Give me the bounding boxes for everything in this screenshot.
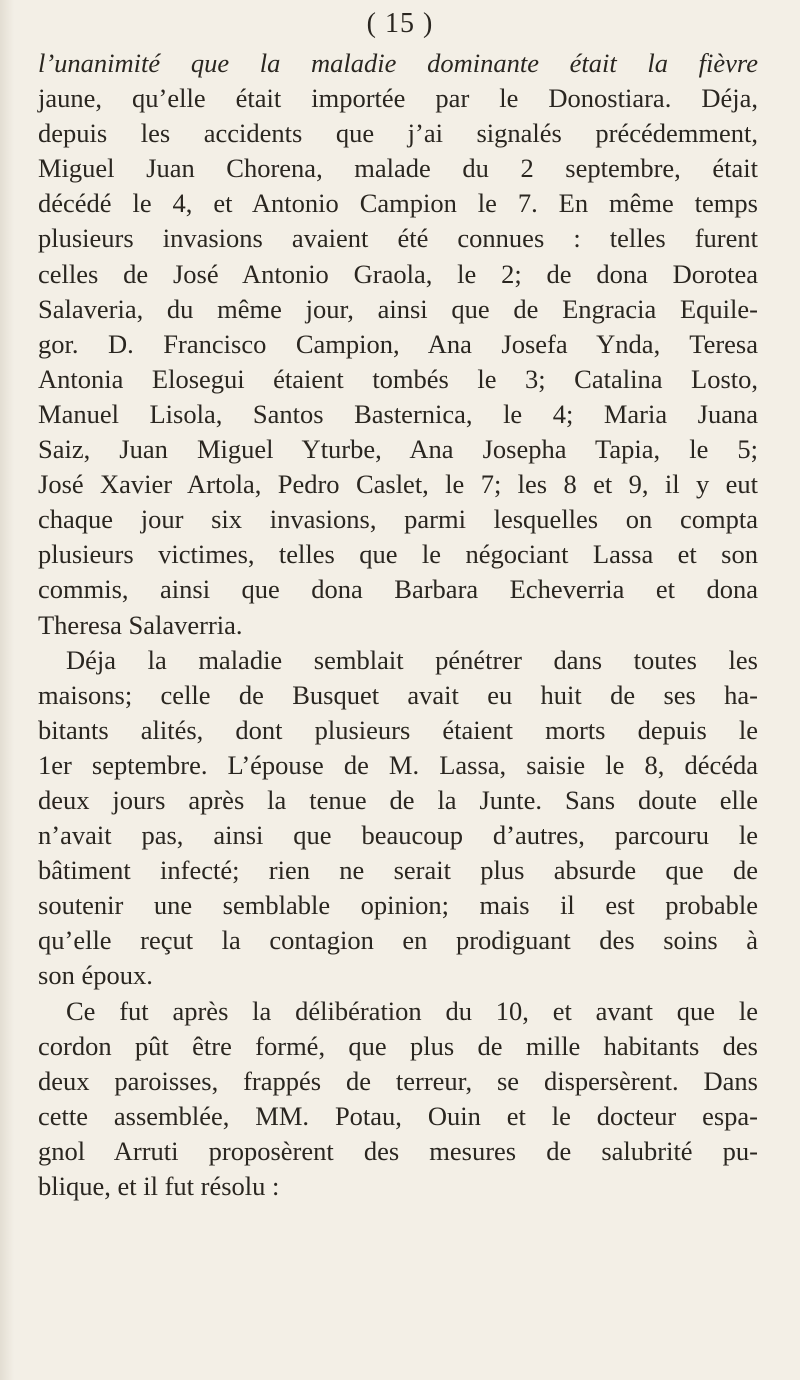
text-line: soutenir une semblable opinion; mais il est probable — [38, 890, 758, 921]
text-line: plusieurs victimes, telles que le négociant Lassa et son — [38, 539, 758, 570]
text-line: Theresa Salaverria. — [38, 609, 243, 640]
text-line: Déja la maladie semblait pénétrer dans toutes les — [66, 644, 758, 675]
text-line: José Xavier Artola, Pedro Caslet, le 7; les 8 et 9, il y eut — [38, 469, 758, 500]
text-line: bâtiment infecté; rien ne serait plus absurde que de — [38, 855, 758, 886]
text-line: 1er septembre. L’épouse de M. Lassa, saisie le 8, décéda — [38, 749, 758, 780]
text-line: commis, ainsi que dona Barbara Echeverria et dona — [38, 574, 758, 605]
text-line: qu’elle reçut la contagion en prodiguant des soins à — [38, 925, 758, 956]
text-line: Miguel Juan Chorena, malade du 2 septembre, était — [38, 153, 758, 184]
text-line: maisons; celle de Busquet avait eu huit de ses ha- — [38, 679, 758, 710]
text-line: son époux. — [38, 960, 153, 991]
page-edge-shadow — [0, 0, 14, 1380]
text-line: chaque jour six invasions, parmi lesquelles on compta — [38, 504, 758, 535]
text-line: blique, et il fut résolu : — [38, 1171, 280, 1201]
text-line: Manuel Lisola, Santos Basternica, le 4; Maria Juana — [38, 398, 758, 429]
text-line: Antonia Elosegui étaient tombés le 3; Catalina Losto, — [38, 363, 758, 394]
text-line: cordon pût être formé, que plus de mille habitants des — [38, 1030, 758, 1061]
text-line: Salaveria, du même jour, ainsi que de Engracia Equile- — [38, 293, 758, 324]
page-number: ( 15 ) — [366, 8, 434, 39]
text-line: Saiz, Juan Miguel Yturbe, Ana Josepha Tapia, le 5; — [38, 434, 758, 465]
text-line: n’avait pas, ainsi que beaucoup d’autres, parcouru le — [38, 820, 758, 851]
text-line: gor. D. Francisco Campion, Ana Josefa Ynda, Teresa — [38, 328, 758, 359]
text-line: décédé le 4, et Antonio Campion le 7. En même temps — [38, 188, 758, 219]
text-line: depuis les accidents que j’ai signalés précédemment, — [38, 118, 758, 149]
text-line: deux jours après la tenue de la Junte. Sans doute elle — [38, 784, 758, 815]
text-line: celles de José Antonio Graola, le 2; de dona Dorotea — [38, 258, 758, 289]
body-text — [38, 46, 758, 1204]
text-line: cette assemblée, MM. Potau, Ouin et le docteur espa- — [38, 1100, 758, 1131]
text-line: l’unanimité que la maladie dominante était la fièvre — [38, 48, 758, 78]
text-line: gnol Arruti proposèrent des mesures de salubrité pu- — [38, 1135, 758, 1166]
text-line: jaune, qu’elle était importée par le Donostiara. Déja, — [38, 83, 758, 114]
text-line: Ce fut après la délibération du 10, et avant que le — [66, 995, 758, 1026]
text-line: bitants alités, dont plusieurs étaient morts depuis le — [38, 714, 758, 745]
text-line: plusieurs invasions avaient été connues : telles furent — [38, 223, 758, 254]
text-line: deux paroisses, frappés de terreur, se dispersèrent. Dans — [38, 1065, 758, 1096]
